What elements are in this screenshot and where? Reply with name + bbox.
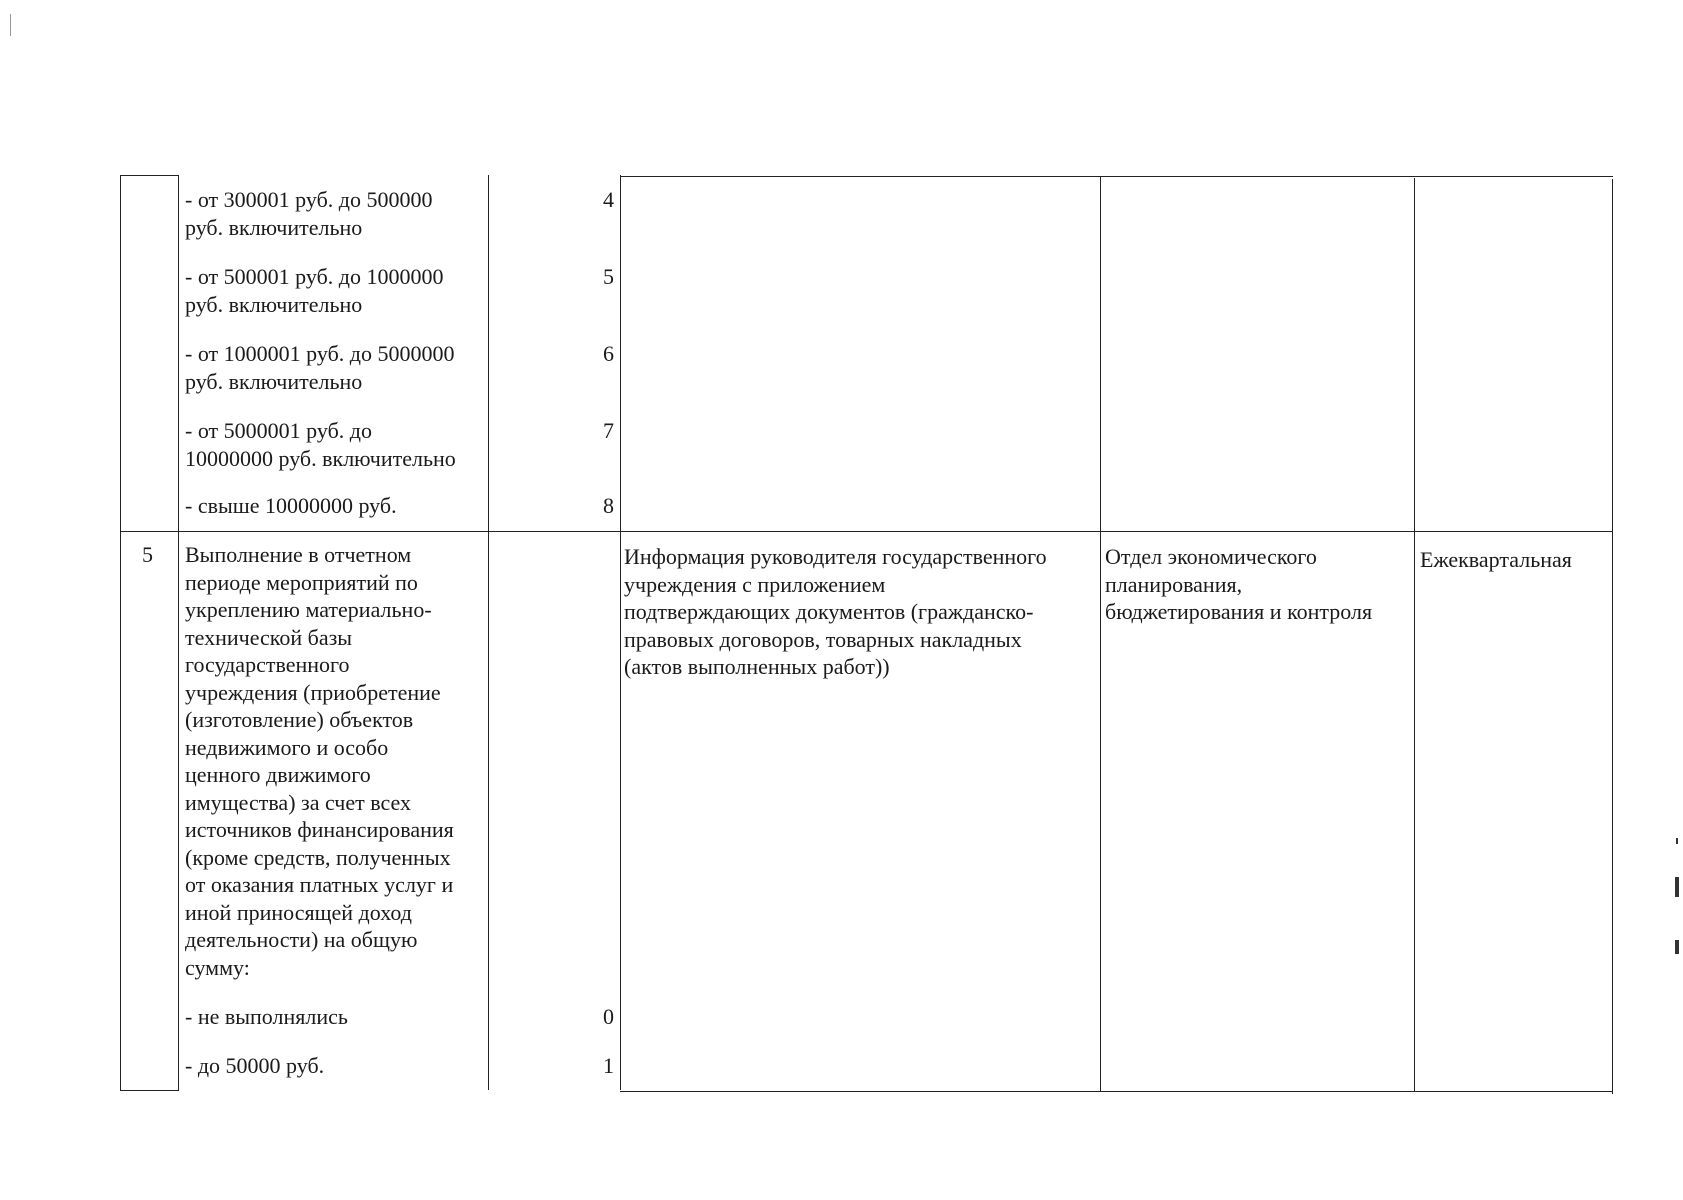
table-divider-criterion xyxy=(488,175,489,1090)
table-border-left xyxy=(120,175,121,1090)
scan-artifact xyxy=(1676,838,1678,844)
option-score: 5 xyxy=(603,264,614,289)
option-text: - от 1000001 руб. до 5000000 руб. включительно xyxy=(185,341,455,394)
criterion-text: Выполнение в отчетном периоде мероприятий по укреплению материально- технической базы государственного учреждения (приобретение (изготовление) объектов недвижимого и особо ценного движимого имущества) за счет всех источников финансирования (кроме средств, полученных от оказания платных услуг и иной приносящей доход деятельности) на общую сумму: xyxy=(185,542,454,980)
option-text: - свыше 10000000 руб. xyxy=(185,493,397,518)
table-border-bottom-right xyxy=(620,1091,1613,1092)
option-score: 6 xyxy=(603,341,614,366)
responsible-text: Отдел экономического планирования, бюджетирования и контроля xyxy=(1105,544,1373,624)
table-border-bottom-left xyxy=(120,1090,179,1091)
scan-artifact xyxy=(1675,940,1679,954)
option-score: 8 xyxy=(603,493,614,518)
option-text: - от 300001 руб. до 500000 руб. включительно xyxy=(185,187,433,240)
row-separator xyxy=(120,531,1613,532)
table-divider-responsible xyxy=(1414,178,1415,1092)
scan-artifact xyxy=(1675,877,1679,897)
option-text: - до 50000 руб. xyxy=(185,1053,325,1078)
option-text: - от 5000001 руб. до 10000000 руб. включительно xyxy=(185,418,456,471)
table-border-top-left xyxy=(120,175,179,176)
option-text: - не выполнялись xyxy=(185,1004,348,1029)
option-text: - от 500001 руб. до 1000000 руб. включительно xyxy=(185,264,444,317)
option-score: 0 xyxy=(603,1004,614,1029)
table-divider-number xyxy=(178,175,179,1090)
scan-artifact xyxy=(10,14,11,36)
row-number: 5 xyxy=(142,542,153,567)
periodicity-text: Ежеквартальная xyxy=(1420,547,1572,572)
table-divider-source xyxy=(1100,176,1101,1091)
source-text: Информация руководителя государственного учреждения с приложением подтверждающих документов (гражданско- правовых договоров, товарных накладных (актов выполненных работ)) xyxy=(624,544,1047,679)
table-border-top-right xyxy=(620,176,1613,177)
table-divider-score xyxy=(620,175,621,1090)
option-score: 4 xyxy=(603,187,614,212)
option-score: 7 xyxy=(603,418,614,443)
option-score: 1 xyxy=(603,1053,614,1078)
table-border-right xyxy=(1612,179,1613,1094)
